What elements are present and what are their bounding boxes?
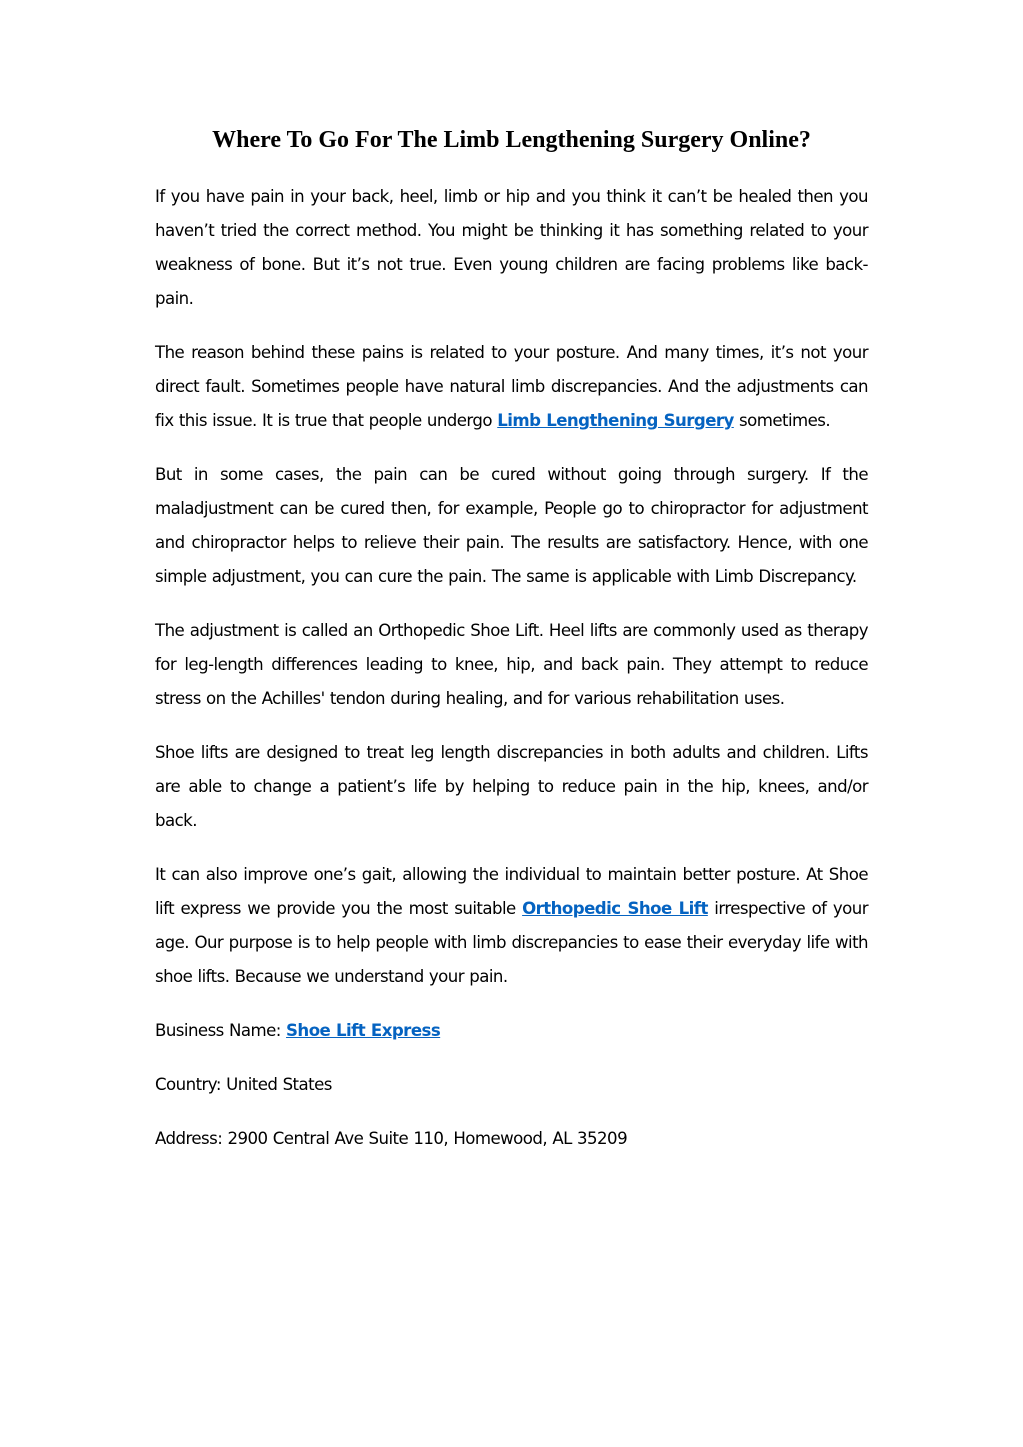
paragraph-2	[155, 336, 868, 438]
paragraph-3: But in some cases, the pain can be cured without going through surgery. If the maladjustment can be cured then, for example, People go to chiropractor for adjustment and chiropractor helps to relieve their pain. The results are satisfactory. Hence, with one simple adjustment, you can cure the pain. The same is applicable with Limb Discrepancy.	[155, 465, 868, 586]
business-name-line	[155, 1014, 868, 1048]
paragraph-4: The adjustment is called an Orthopedic Shoe Lift. Heel lifts are commonly used as therapy for leg-length differences leading to knee, hip, and back pain. They attempt to reduce stress on the Achilles' tendon during healing, and for various rehabilitation uses.	[155, 621, 868, 708]
paragraph-6-text-after: irrespective of your age. Our purpose is to help people with limb discrepancies to ease their everyday life with shoe lifts. Because we understand your pain.	[155, 899, 869, 986]
document-body	[155, 180, 868, 1176]
orthopedic-shoe-lift-link[interactable]: Orthopedic Shoe Lift	[522, 899, 708, 918]
paragraph-2-text-before: The reason behind these pains is related to your posture. And many times, it’s not your direct fault. Sometimes people have natural limb discrepancies. And the adjustments can fix this issue. It is true that people undergo	[155, 343, 868, 430]
limb-lengthening-surgery-link[interactable]: Limb Lengthening Surgery	[497, 411, 734, 430]
paragraph-1: If you have pain in your back, heel, limb or hip and you think it can’t be healed then you haven’t tried the correct method. You might be thinking it has something related to your weakness of bone. But it’s not true. Even young children are facing problems like back-pain.	[155, 187, 868, 308]
paragraph-6	[155, 858, 868, 994]
address-line: Address: 2900 Central Ave Suite 110, Homewood, AL 35209	[155, 1129, 628, 1148]
shoe-lift-express-link[interactable]: Shoe Lift Express	[286, 1021, 441, 1040]
paragraph-2-text-after: sometimes.	[733, 411, 831, 430]
country-line: Country: United States	[155, 1075, 332, 1094]
business-name-label: Business Name:	[155, 1021, 287, 1040]
paragraph-5: Shoe lifts are designed to treat leg length discrepancies in both adults and children. Lifts are able to change a patient’s life by helping to reduce pain in the hip, knees, and/or back.	[155, 743, 868, 830]
document-title: Where To Go For The Limb Lengthening Surgery Online?	[212, 127, 811, 153]
paragraph-6-text-before: It can also improve one’s gait, allowing the individual to maintain better posture. At Shoe lift express we provide you the most suitable	[155, 865, 868, 918]
